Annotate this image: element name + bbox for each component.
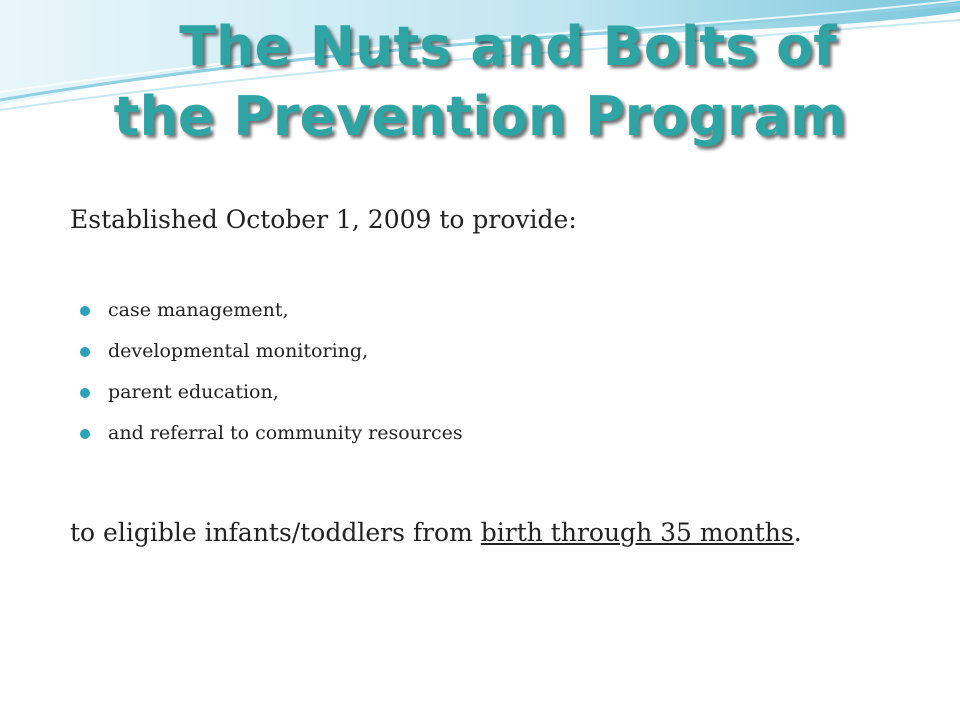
closing-text bbox=[70, 516, 890, 549]
list-item-text: parent education, bbox=[108, 381, 279, 403]
list-item-text: developmental monitoring, bbox=[108, 340, 369, 362]
bullet-dot-icon bbox=[80, 429, 90, 439]
closing-prefix: to eligible infants/toddlers from bbox=[70, 518, 481, 547]
title-line-2: the Prevention Program bbox=[113, 85, 847, 148]
bullet-dot-icon bbox=[80, 306, 90, 316]
list-item bbox=[80, 290, 463, 331]
bullet-dot-icon bbox=[80, 388, 90, 398]
list-item bbox=[80, 413, 463, 454]
list-item-text: case management, bbox=[108, 299, 289, 321]
list-item bbox=[80, 331, 463, 372]
title-line-1: The Nuts and Bolts of bbox=[179, 15, 837, 78]
intro-text: Established October 1, 2009 to provide: bbox=[70, 205, 577, 234]
age-range-underlined: birth through 35 months bbox=[480, 518, 794, 547]
list-item bbox=[80, 372, 463, 413]
slide-title bbox=[0, 12, 960, 152]
closing-suffix: . bbox=[793, 518, 802, 547]
list-item-text: and referral to community resources bbox=[108, 422, 463, 444]
service-list bbox=[80, 290, 463, 454]
bullet-dot-icon bbox=[80, 347, 90, 357]
